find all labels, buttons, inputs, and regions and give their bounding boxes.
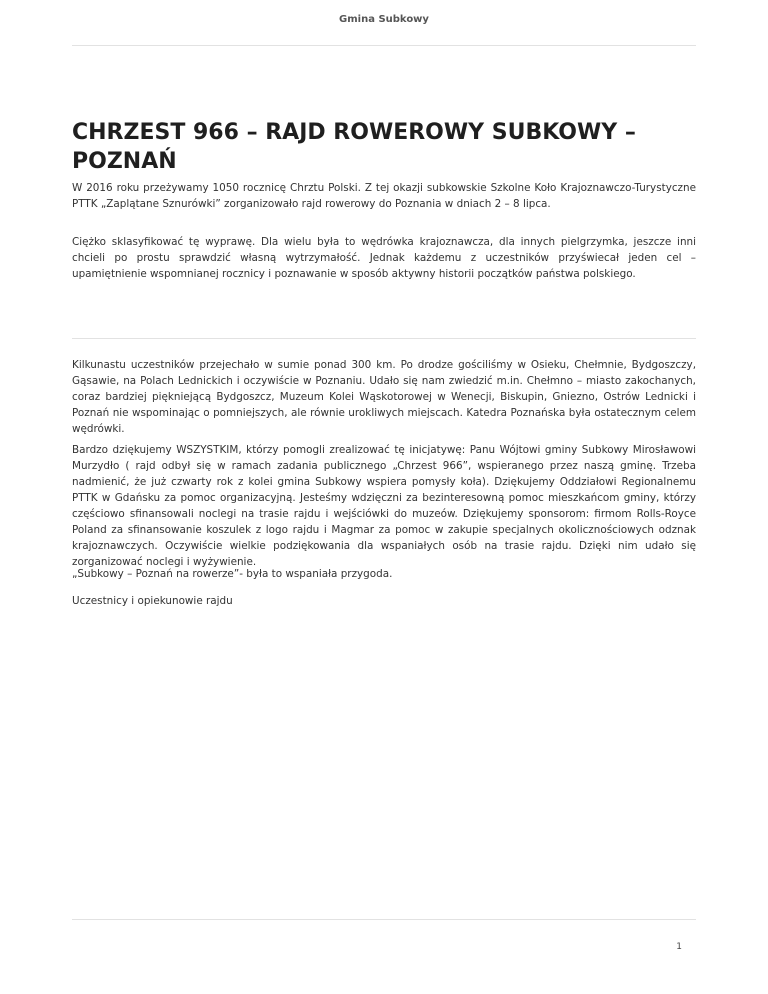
header-divider: [72, 45, 696, 46]
page-number: 1: [676, 942, 682, 952]
article-title: CHRZEST 966 – RAJD ROWEROWY SUBKOWY – POZNAŃ: [72, 120, 636, 174]
article-paragraph: Bardzo dziękujemy WSZYSTKIM, którzy pomogli zrealizować tę inicjatywę: Panu Wójtowi gminy Subkowy Mirosławowi Murzydło ( rajd odbył się w ramach zadania publicznego „Chrzest 966”, wspieranego przez naszą gminę. Trzeba nadmienić, że już czwarty rok z kolei gmina Subkowy wspiera pomysły koła). Dziękujemy Oddziałowi Regionalnemu PTTK w Gdańsku za pomoc organizacyjną. Jesteśmy wdzięczni za bezinteresowną pomoc mieszkańcom gminy, którzy częściowo sfinansowali noclegi na trasie rajdu i wejściówki do muzeów. Dziękujemy sponsorom: firmom Rolls-Royce Poland za sfinansowanie koszulek z logo rajdu i Magmar za pomoc w zakupie specjalnych okolicznościowych odznak krajoznawczych. Oczywiście wielkie podziękowania dla wspaniałych osób na trasie rajdu. Dzięki nim udało się zorganizować noclegi i wyżywienie.: [72, 444, 696, 568]
site-header: Gmina Subkowy: [339, 14, 429, 25]
article-signature: Uczestnicy i opiekunowie rajdu: [72, 595, 233, 607]
article-paragraph: Ciężko sklasyfikować tę wyprawę. Dla wielu była to wędrówka krajoznawcza, dla innych pielgrzymka, jeszcze inni chcieli po prostu sprawdzić własną wytrzymałość. Jednak każdemu z uczestników przyświecał jeden cel – upamiętnienie wspomnianej rocznicy i poznawanie w sposób aktywny historii początków państwa polskiego.: [72, 236, 696, 280]
article-paragraph: W 2016 roku przeżywamy 1050 rocznicę Chrztu Polski. Z tej okazji subkowskie Szkolne Koło Krajoznawczo-Turystyczne PTTK „Zaplątane Sznurówki” zorganizowało rajd rowerowy do Poznania w dniach 2 – 8 lipca.: [72, 182, 696, 210]
section-divider: [72, 338, 696, 339]
footer-divider: [72, 919, 696, 920]
article-paragraph: „Subkowy – Poznań na rowerze”- była to wspaniała przygoda.: [72, 568, 393, 580]
article-paragraph: Kilkunastu uczestników przejechało w sumie ponad 300 km. Po drodze gościliśmy w Osieku, Chełmnie, Bydgoszczy, Gąsawie, na Polach Lednickich i oczywiście w Poznaniu. Udało się nam zwiedzić m.in. Chełmno – miasto zakochanych, coraz bardziej piękniejącą Bydgoszcz, Muzeum Kolei Wąskotorowej w Wenecji, Biskupin, Gniezno, Ostrów Lednicki i Poznań nie wspominając o pomniejszych, ale równie urokliwych miejscach. Katedra Poznańska była ostatecznym celem wędrówki.: [72, 359, 696, 435]
